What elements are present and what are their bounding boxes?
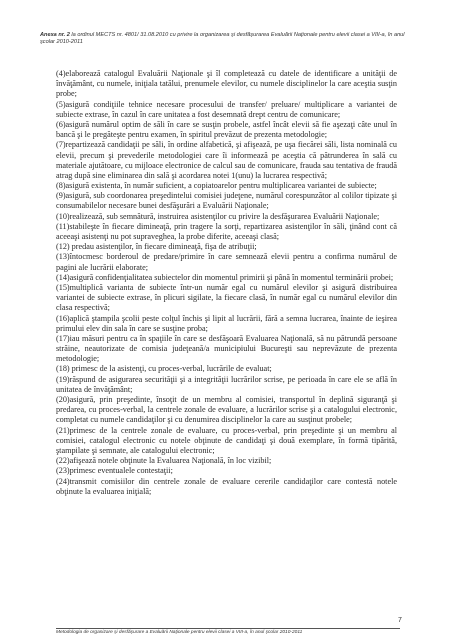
list-item: (16)aplică ştampila şcolii peste colţul închis şi lipit al lucrării, fără a semna lucrarea, înainte de ieşirea primului elev din sala în care se susţine proba; (56, 313, 397, 333)
list-item: (5)asigură condiţiile tehnice necesare procesului de transfer/ preluare/ multiplicare a variantei de subiecte extrase, în cazul în care unitatea a fost desemnată drept centru de comunicare; (56, 99, 397, 119)
footer-divider (56, 628, 400, 629)
list-item: (21)primesc de la centrele zonale de evaluare, cu proces-verbal, prin preşedinte şi un membru al comisiei, catalogul electronic cu notele obţinute de candidaţi şi două exemplare, în formă tipărită, ştampilate şi semnate, ale catalogului electronic; (56, 425, 397, 455)
list-item: (10)realizează, sub semnătură, instruirea asistenţilor cu privire la desfăşurarea Evaluării Naţionale; (56, 211, 380, 221)
document-body (56, 69, 397, 497)
list-item: (23)primesc eventualele contestaţii; (56, 466, 173, 476)
list-item: (24)transmit comisiilor din centrele zonale de evaluare cererile candidaţilor care contestă notele obţinute la evaluarea iniţială; (56, 476, 397, 496)
list-item: (9)asigură, sub coordonarea preşedintelui comisiei judeţene, numărul corespunzător al colilor tipizate şi consumabilelor necesare bunei desfăşurări a Evaluării Naţionale; (56, 191, 397, 211)
list-item: (15)multiplică varianta de subiecte într-un număr egal cu numărul elevilor şi asigură distribuirea variantei de subiecte extrase, în plicuri sigilate, la fiecare clasă, în număr egal cu numărul elevilor din clasa respectivă; (56, 282, 397, 313)
page-header (40, 32, 410, 47)
page-number: 7 (398, 617, 402, 624)
list-item: (11)stabileşte în fiecare dimineaţă, prin tragere la sorţi, repartizarea asistenţilor în săli, ţinând cont că aceeaşi asistenţi nu pot supraveghea, la probe diferite, aceeaşi clasă; (56, 221, 397, 241)
list-item: (13)întocmesc borderoul de predare/primire în care semnează elevii pentru a confirma numărul de pagini ale lucrării elaborate; (56, 252, 397, 272)
annex-label: Anexa nr. 2 (40, 32, 70, 38)
page-footer: Metodologia de organizare şi desfăşurare a Evaluării Naţionale pentru elevii clasei a VIII-a, în anul şcolar 2010-2011 (56, 630, 303, 635)
list-item: (7)repartizează candidaţii pe săli, în ordine alfabetică, şi afişează, pe uşa fiecărei săli, lista nominală cu elevii, precum şi prevederile metodologiei care îi informează pe aceştia că pătrunderea în sală cu materiale ajutătoare, cu mijloace electronice de calcul sau de comunicare, frauda sau tentativa de fraudă atrag după sine eliminarea din sală şi acordarea notei 1(unu) la lucrarea respectivă; (56, 140, 397, 180)
list-item: (4)elaborează catalogul Evaluării Naţionale şi îl completează cu datele de identificare a unităţii de învăţământ, cu numele, iniţiala tatălui, prenumele elevilor, cu numele disciplinelor la care aceştia susţin probe; (56, 69, 397, 99)
order-reference: la ordinul MECTS nr. 4801/ 31.08.2010 cu privire la organizarea şi desfăşurarea Evaluării Naţionale pentru elevii clasei a VIII-a, în anul şcolar 2010-2011 (40, 32, 405, 46)
list-item: (22)afişează notele obţinute la Evaluarea Naţională, în loc vizibil; (56, 456, 272, 466)
list-item: (17)iau măsuri pentru ca în spaţiile în care se desfăşoară Evaluarea Naţională, să nu pătrundă persoane străine, neautorizate de comisia judeţeană/a municipiului Bucureşti sau neprevăzute de prezenta metodologie; (56, 333, 397, 364)
list-item: (18) primesc de la asistenţi, cu proces-verbal, lucrările de evaluat; (56, 364, 272, 374)
list-item: (14)asigură confidenţialitatea subiectelor din momentul primirii şi până în momentul terminării probei; (56, 272, 394, 282)
list-item: (12) predau asistenţilor, în fiecare dimineaţă, fişa de atribuţii; (56, 242, 257, 252)
list-item: (6)asigură numărul optim de săli în care se susţin probele, astfel încât elevii să fie aşezaţi câte unul în bancă şi le pregăteşte pentru examen, în spiritul prevăzut de prezenta metodologie; (56, 119, 397, 140)
list-item: (8)asigură existenta, în număr suficient, a copiatoarelor pentru multiplicarea variantei de subiecte; (56, 181, 377, 191)
list-item: (19)răspund de asigurarea securităţii şi a integrităţii lucrărilor scrise, pe perioada în care ele se află în unitatea de învăţământ; (56, 374, 397, 394)
list-item: (20)asigură, prin preşedinte, însoţit de un membru al comisiei, transportul în deplină siguranţă şi predarea, cu proces-verbal, la centrele zonale de evaluare, a lucrărilor scrise şi a catalogului electronic, completat cu numele candidaţilor şi cu denumirea disciplinelor la care au susţinut probele; (56, 395, 397, 425)
